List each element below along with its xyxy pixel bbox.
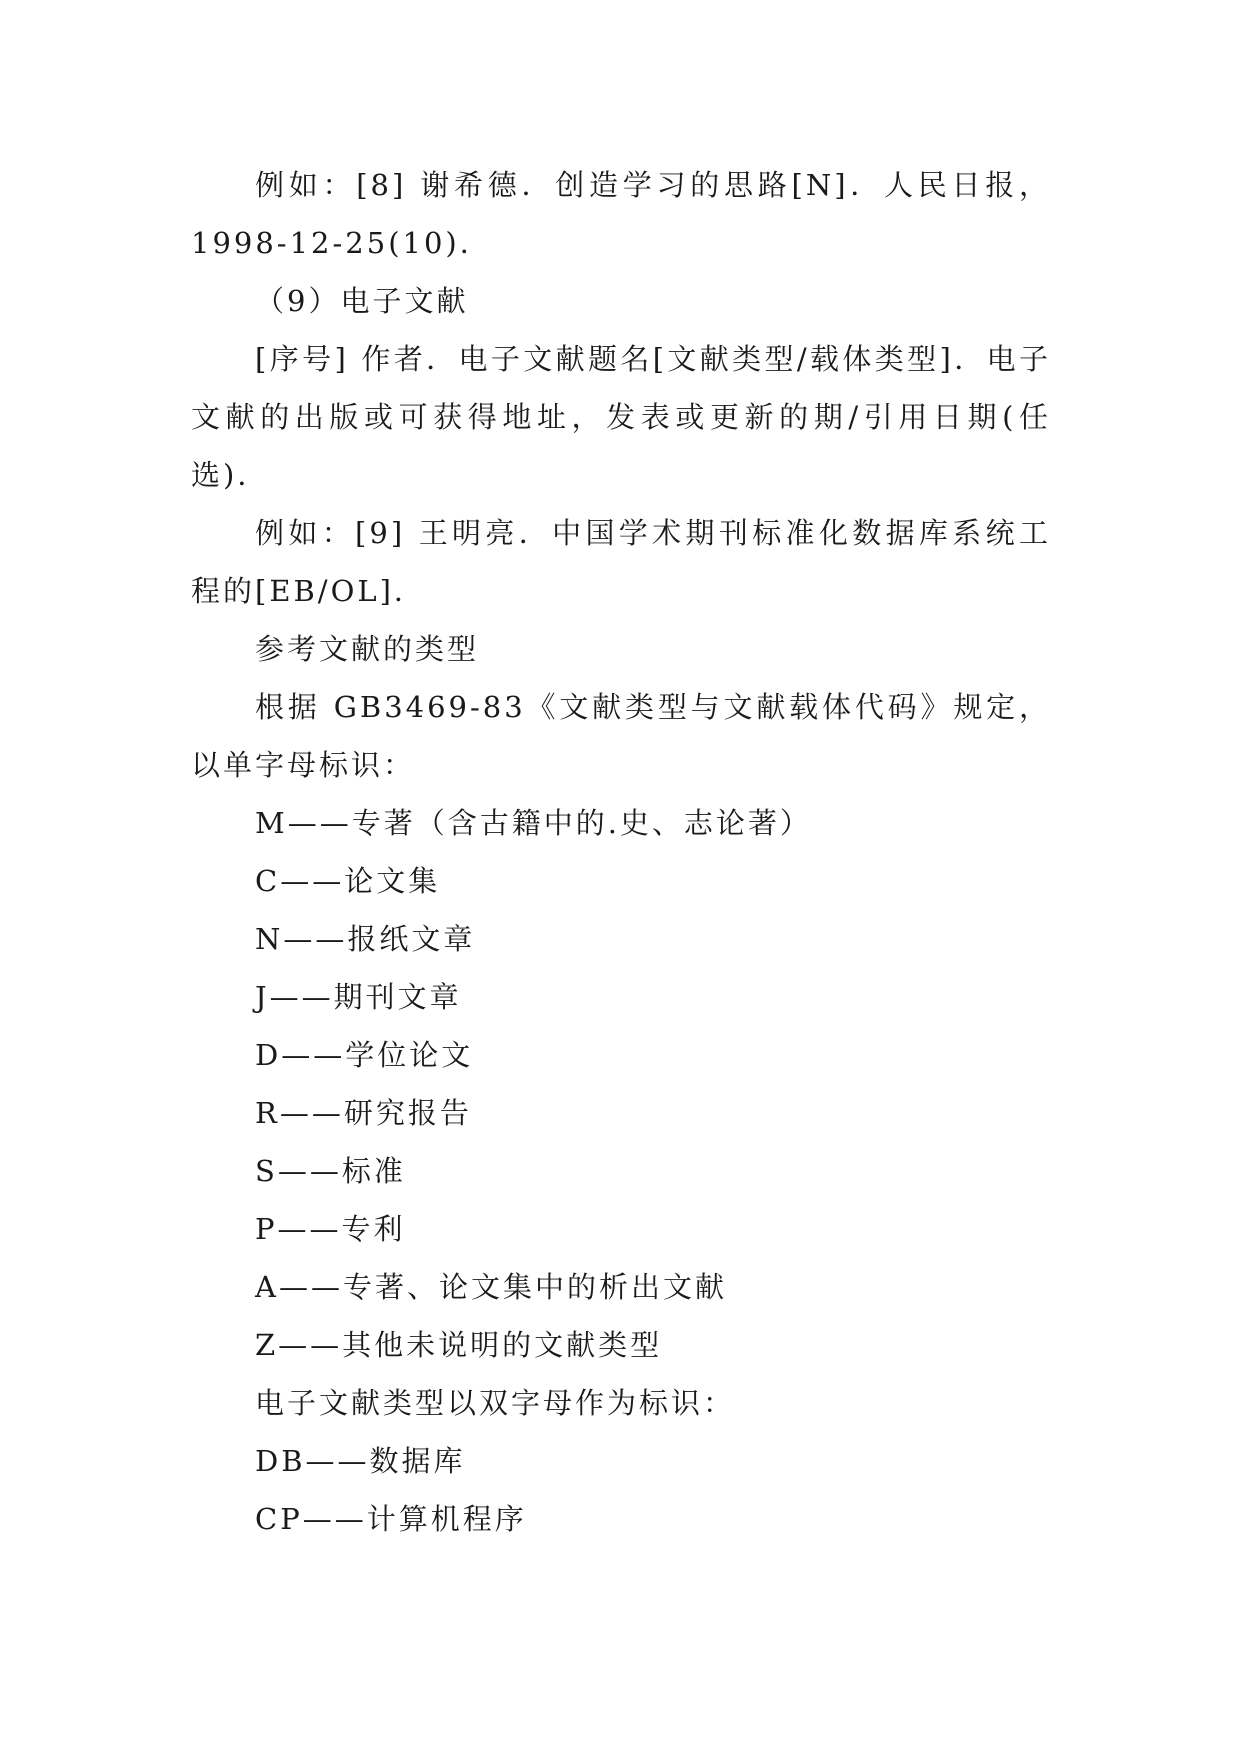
type-code-item: N——报纸文章 xyxy=(255,922,476,956)
type-code-item: A——专著、论文集中的析出文献 xyxy=(255,1270,727,1304)
type-code-item: R——研究报告 xyxy=(255,1096,472,1130)
type-code-item: M——专著（含古籍中的.史、志论著） xyxy=(255,806,812,840)
gb-standard-paragraph: 根据 GB3469-83《文献类型与文献载体代码》规定，以单字母标识： xyxy=(191,690,1051,782)
type-code-item: C——论文集 xyxy=(255,864,441,898)
type-code-item: J——期刊文章 xyxy=(255,980,462,1014)
type-code-item: P——专利 xyxy=(255,1212,406,1246)
electronic-code-item: CP——计算机程序 xyxy=(255,1502,527,1536)
type-code-item: Z——其他未说明的文献类型 xyxy=(255,1328,663,1362)
document-body xyxy=(191,156,1051,1548)
electronic-code-item: DB——数据库 xyxy=(255,1444,466,1478)
reference-types-heading: 参考文献的类型 xyxy=(255,632,480,666)
section-heading-electronic: （9）电子文献 xyxy=(255,284,469,318)
electronic-format-paragraph: [序号] 作者．电子文献题名[文献类型/载体类型]．电子文献的出版或可获得地址，发表或更新的期/引用日期(任选)． xyxy=(191,342,1051,492)
electronic-types-intro: 电子文献类型以双字母作为标识： xyxy=(255,1386,736,1420)
type-code-item: D——学位论文 xyxy=(255,1038,474,1072)
example-8-paragraph: 例如：[8] 谢希德．创造学习的思路[N]．人民日报，1998-12-25(10)． xyxy=(191,168,1051,260)
example-9-paragraph: 例如：[9] 王明亮．中国学术期刊标准化数据库系统工程的[EB/OL]． xyxy=(191,516,1051,608)
type-code-item: S——标准 xyxy=(255,1154,406,1188)
